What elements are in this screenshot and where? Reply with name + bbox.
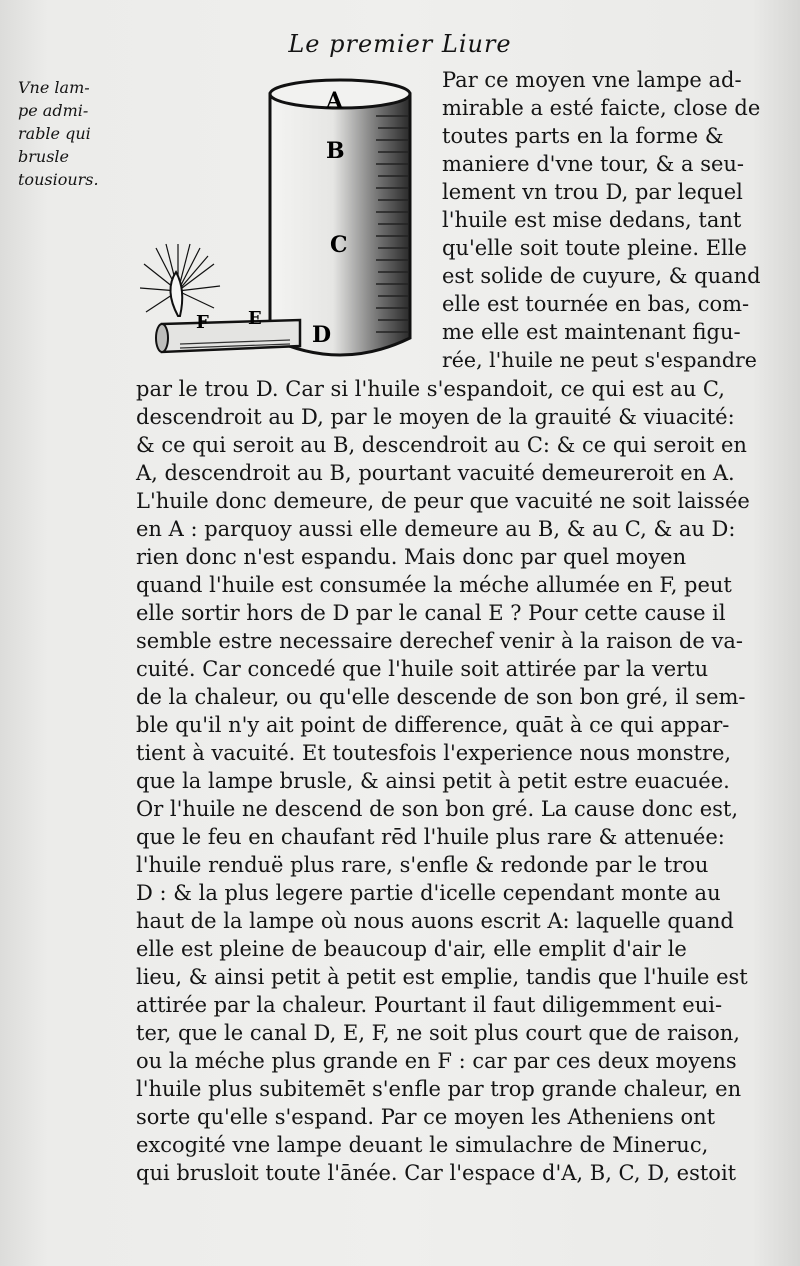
text-line: toutes parts en la forme & xyxy=(442,124,724,148)
text-line: l'huile plus subitemēt s'enfle par trop grande chaleur, en xyxy=(136,1077,742,1101)
text-line: Par ce moyen vne lampe ad- xyxy=(442,68,742,92)
text-line: mirable a esté faicte, close de xyxy=(442,96,761,120)
text-line: attirée par la chaleur. Pourtant il faut diligemment eui- xyxy=(136,993,723,1017)
text-line: cuité. Car concedé que l'huile soit attirée par la vertu xyxy=(136,657,709,681)
text-line: ou la méche plus grande en F : car par ces deux moyens xyxy=(136,1049,737,1073)
figure-label-c: C xyxy=(330,232,348,258)
lamp-figure xyxy=(140,76,440,376)
text-line: me elle est maintenant figu- xyxy=(442,320,741,344)
text-line: lieu, & ainsi petit à petit est emplie, tandis que l'huile est xyxy=(136,965,748,989)
margin-note-line: brusle xyxy=(18,147,69,166)
text-line: ble qu'il n'y ait point de difference, quāt à ce qui appar- xyxy=(136,713,730,737)
text-line: descendroit au D, par le moyen de la grauité & viuacité: xyxy=(136,405,735,429)
canal-shape xyxy=(162,320,300,352)
text-line: que le feu en chaufant rēd l'huile plus rare & attenuée: xyxy=(136,825,725,849)
figure-label-e: E xyxy=(248,308,262,329)
text-line: sorte qu'elle s'espand. Par ce moyen les Atheniens ont xyxy=(136,1105,716,1129)
text-line: l'huile renduë plus rare, s'enfle & redonde par le trou xyxy=(136,853,709,877)
text-line: tient à vacuité. Et toutesfois l'experience nous monstre, xyxy=(136,741,732,765)
margin-note-line: pe admi- xyxy=(18,101,89,120)
text-line: excogité vne lampe deuant le simulachre de Mineruc, xyxy=(136,1133,709,1157)
figure-label-b: B xyxy=(326,138,345,164)
figure-label-f: F xyxy=(196,312,209,333)
text-line: & ce qui seroit au B, descendroit au C: & ce qui seroit en xyxy=(136,433,747,457)
text-line: rée, l'huile ne peut s'espandre xyxy=(442,348,757,372)
text-line: que la lampe brusle, & ainsi petit à petit estre euacuée. xyxy=(136,769,730,793)
text-line: semble estre necessaire derechef venir à la raison de va- xyxy=(136,629,744,653)
text-line: elle est tournée en bas, com- xyxy=(442,292,750,316)
text-line: ter, que le canal D, E, F, ne soit plus court que de raison, xyxy=(136,1021,740,1045)
text-line: D : & la plus legere partie d'icelle cependant monte au xyxy=(136,881,721,905)
text-line: de la chaleur, ou qu'elle descende de son bon gré, il sem- xyxy=(136,685,746,709)
text-line: lement vn trou D, par lequel xyxy=(442,180,743,204)
figure-label-d: D xyxy=(312,322,332,348)
text-line: A, descendroit au B, pourtant vacuité demeureroit en A. xyxy=(136,461,735,485)
text-line: est solide de cuyure, & quand xyxy=(442,264,761,288)
running-head: Le premier Liure xyxy=(288,30,512,58)
text-line: L'huile donc demeure, de peur que vacuité ne soit laissée xyxy=(136,489,750,513)
margin-note-line: tousiours. xyxy=(18,170,99,189)
text-line: rien donc n'est espandu. Mais donc par quel moyen xyxy=(136,545,687,569)
text-line: elle sortir hors de D par le canal E ? Pour cette cause il xyxy=(136,601,726,625)
text-line: qu'elle soit toute pleine. Elle xyxy=(442,236,747,260)
text-line: maniere d'vne tour, & a seu- xyxy=(442,152,745,176)
text-line: quand l'huile est consumée la méche allumée en F, peut xyxy=(136,573,732,597)
figure-label-a: A xyxy=(326,88,344,114)
text-line: par le trou D. Car si l'huile s'espandoit, ce qui est au C, xyxy=(136,377,725,401)
text-line: Or l'huile ne descend de son bon gré. La cause donc est, xyxy=(136,797,739,821)
text-line: l'huile est mise dedans, tant xyxy=(442,208,742,232)
text-line: qui brusloit toute l'ānée. Car l'espace d'A, B, C, D, estoit xyxy=(136,1161,737,1185)
margin-note-line: rable qui xyxy=(18,124,91,143)
flame-shape xyxy=(170,272,182,316)
text-line: elle est pleine de beaucoup d'air, elle emplit d'air le xyxy=(136,937,687,961)
margin-note xyxy=(18,76,128,191)
margin-note-line: Vne lam- xyxy=(18,78,90,97)
text-line: en A : parquoy aussi elle demeure au B, & au C, & au D: xyxy=(136,517,736,541)
text-line: haut de la lampe où nous auons escrit A: laquelle quand xyxy=(136,909,734,933)
